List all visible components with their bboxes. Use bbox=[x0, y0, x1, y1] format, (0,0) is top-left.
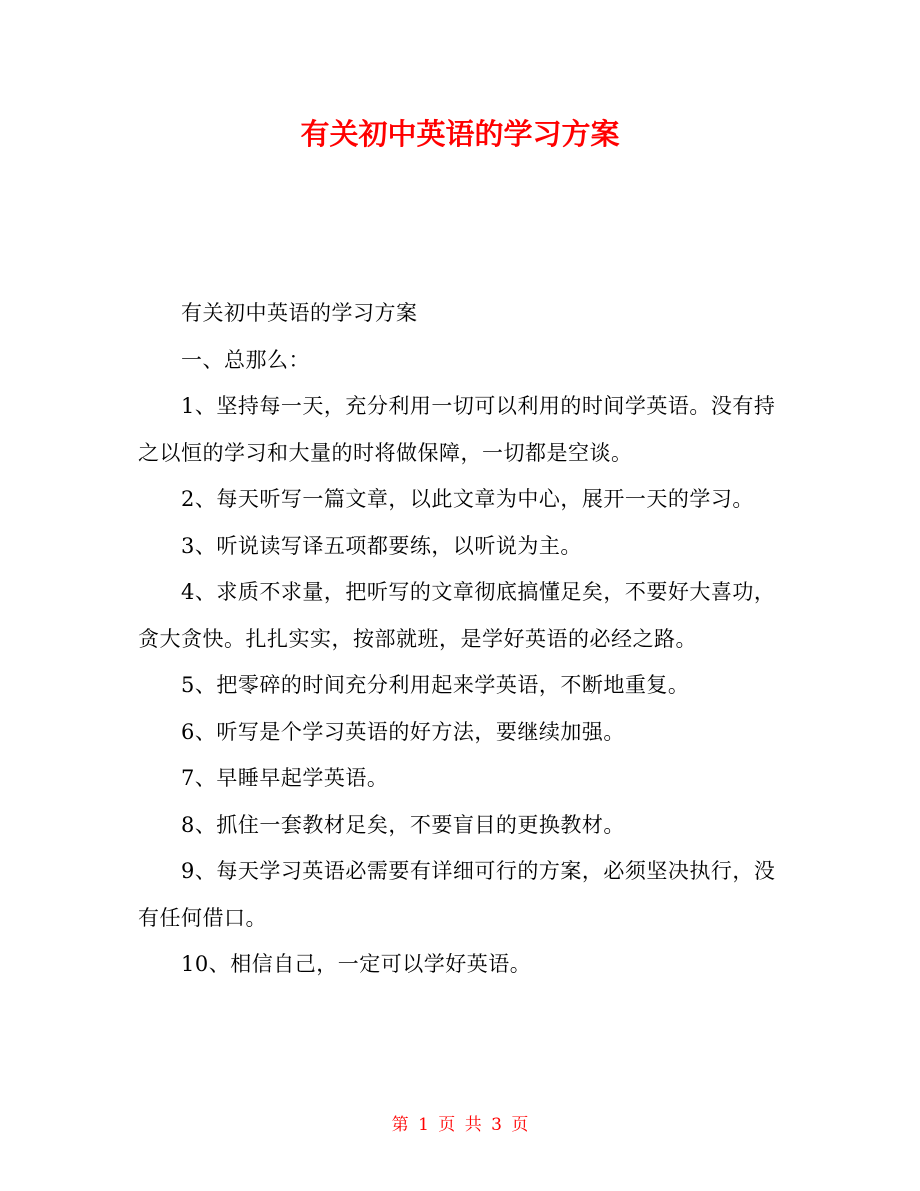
paragraph-item-10: 10、相信自己，一定可以学好英语。 bbox=[181, 952, 532, 976]
paragraph-item-3: 3、听说读写译五项都要练，以听说为主。 bbox=[181, 533, 582, 558]
paragraph-heading: 有关初中英语的学习方案 bbox=[181, 301, 418, 325]
paragraph-item-7: 7、早睡早起学英语。 bbox=[181, 766, 389, 790]
paragraph-item-4: 4、求质不求量，把听写的文章彻底搞懂足矣，不要好大喜功，贪大贪快。扎扎实实，按部就班，是学好英语的必经之路。 bbox=[138, 580, 776, 651]
paragraph-item-5: 5、把零碎的时间充分利用起来学英语，不断地重复。 bbox=[181, 673, 690, 697]
document-title: 有关初中英语的学习方案 bbox=[300, 117, 620, 151]
paragraph-item-1: 1、坚持每一天，充分利用一切可以利用的时间学英语。没有持之以恒的学习和大量的时将做保障，一切都是空谈。 bbox=[138, 394, 776, 465]
paragraph-item-2: 2、每天听写一篇文章，以此文章为中心，展开一天的学习。 bbox=[181, 487, 754, 511]
paragraph-item-6: 6、听写是个学习英语的好方法，要继续加强。 bbox=[181, 719, 625, 744]
page-number-footer: 第 1 页 共 3 页 bbox=[391, 1115, 529, 1135]
paragraph-item-8: 8、抓住一套教材足矣，不要盲目的更换教材。 bbox=[181, 812, 625, 837]
paragraph-section-general: 一、总那么： bbox=[181, 347, 310, 372]
paragraph-item-9: 9、每天学习英语必需要有详细可行的方案，必须坚决执行，没有任何借口。 bbox=[138, 859, 776, 930]
document-body bbox=[138, 290, 786, 988]
